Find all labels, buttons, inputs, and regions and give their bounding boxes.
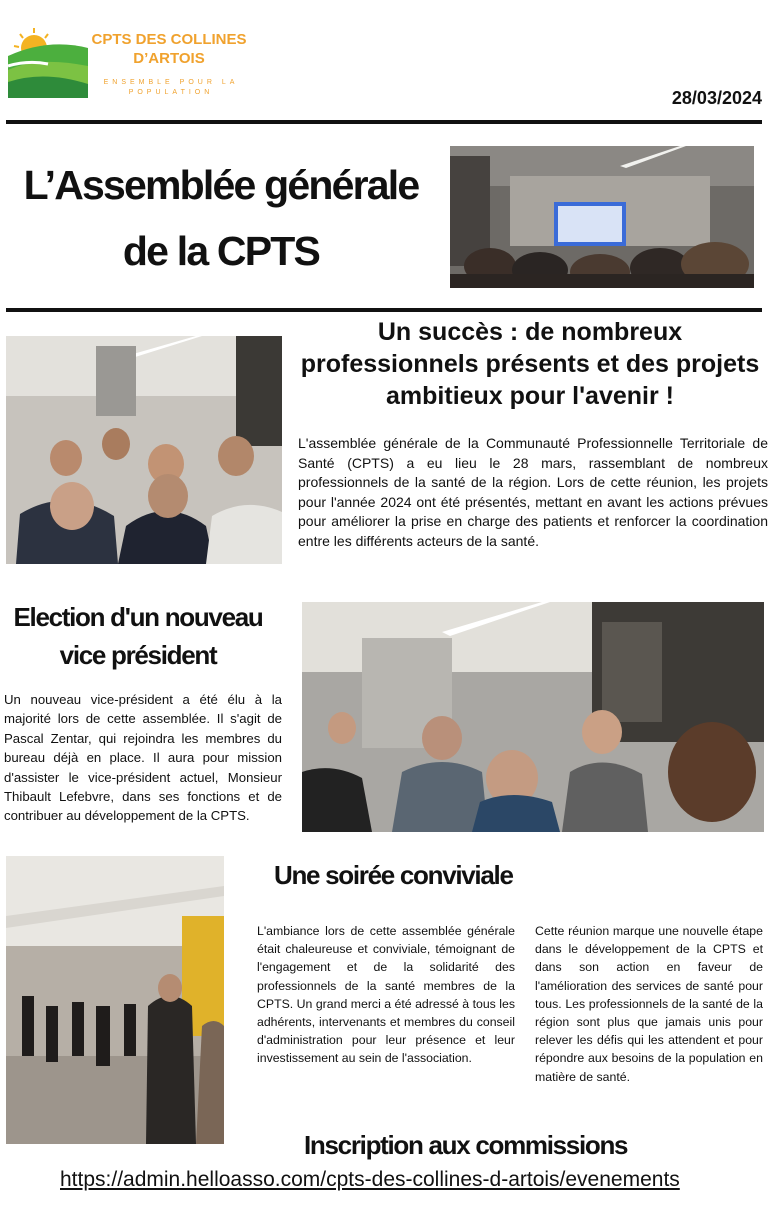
- photo-audience: [6, 336, 282, 564]
- page-title: L’Assemblée générale de la CPTS: [23, 162, 419, 274]
- divider-top: [6, 120, 762, 124]
- hills-sun-logo-icon: [8, 26, 88, 98]
- org-tagline: ENSEMBLE POUR LA POPULATION: [103, 79, 239, 96]
- election-heading: Election d'un nouveau vice président: [13, 602, 263, 670]
- soiree-heading: Une soirée conviviale: [274, 860, 513, 890]
- election-paragraph: Un nouveau vice-président a été élu à la majorité lors de cette assemblée. Il s'agit de Pascal Zentar, qui rejoindra les membres du bureau déjà en place. Il aura pour mission d'assister le vice-président actuel, Monsieur Thibault Lefebvre, dans ses fonctions et de contribuer au développement de la CPTS.: [4, 692, 282, 824]
- divider-middle: [6, 308, 762, 312]
- intro-paragraph: L'assemblée générale de la Communauté Professionnelle Territoriale de Santé (CPTS) a eu lieu le 28 mars, rassemblant de nombreux professionnels de la santé de la région. Lors de cette réunion, les projets pour l'année 2024 ont été présentés, mettant en avant les actions prévues pour améliorer la prise en charge des patients et renforcer la coordination entre les différents acteurs de la santé.: [298, 435, 768, 549]
- soiree-paragraph-2: Cette réunion marque une nouvelle étape dans le développement de la CPTS et dans son action en faveur de l'amélioration des services de santé pour tous. Les professionnels de la santé de la région sont plus que jamais unis pour relever les défis qui les attendent et pour répondre aux besoins de la population en matière de santé.: [535, 924, 763, 1084]
- registration-link[interactable]: https://admin.helloasso.com/cpts-des-collines-d-artois/evenements: [60, 1168, 680, 1191]
- photo-reception: [6, 856, 224, 1144]
- org-name: CPTS DES COLLINES D’ARTOIS: [91, 31, 247, 67]
- photo-attendees: [302, 602, 764, 832]
- success-heading: Un succès : de nombreux professionnels présents et des projets ambitieux pour l'avenir !: [300, 318, 760, 410]
- photo-assembly-room: [450, 146, 754, 288]
- logo: [8, 26, 88, 98]
- publication-date: 28/03/2024: [671, 88, 762, 108]
- soiree-paragraph-1: L'ambiance lors de cette assemblée générale était chaleureuse et conviviale, témoignant de l'engagement et de la solidarité des professionnels de la santé membres de la CPTS. Un grand merci a été adressé à tous les adhérents, intervenants et membres du conseil d'administration pour leur présence et leur investissement au sein de l'association.: [257, 924, 515, 1066]
- inscription-heading: Inscription aux commissions: [304, 1130, 628, 1160]
